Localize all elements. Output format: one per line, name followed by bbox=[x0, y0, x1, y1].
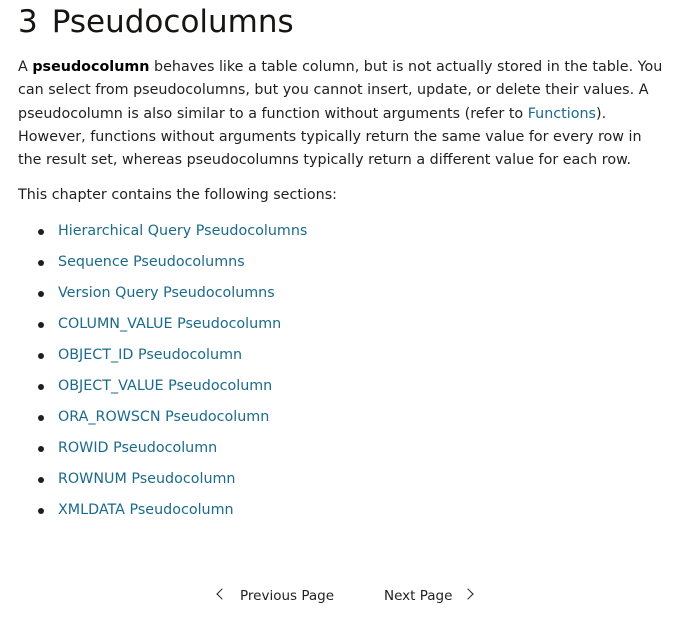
next-page-label: Next Page bbox=[384, 588, 453, 604]
section-link-column-value[interactable]: COLUMN_VALUE Pseudocolumn bbox=[58, 316, 282, 332]
chevron-right-icon bbox=[463, 588, 474, 599]
chapter-title: Pseudocolumns bbox=[51, 4, 294, 40]
bullet-icon bbox=[38, 415, 44, 421]
intro-article: A bbox=[18, 59, 28, 75]
functions-link[interactable]: Functions bbox=[527, 105, 596, 122]
section-link-object-value[interactable]: OBJECT_VALUE Pseudocolumn bbox=[58, 378, 273, 394]
intro-text-after-link: ). However, functions without arguments typically return the same value for every row in the result set, whereas pseudocolumns typically return a different value for each row. bbox=[18, 105, 642, 169]
intro-term: pseudocolumn bbox=[32, 59, 150, 75]
list-item bbox=[0, 250, 307, 281]
bullet-icon bbox=[38, 446, 44, 452]
list-item bbox=[0, 405, 307, 436]
bullet-icon bbox=[38, 322, 44, 328]
bullet-icon bbox=[38, 384, 44, 390]
previous-page-button[interactable] bbox=[214, 584, 334, 608]
list-item bbox=[0, 498, 307, 529]
list-item bbox=[0, 374, 307, 405]
list-item bbox=[0, 219, 307, 250]
section-link-sequence[interactable]: Sequence Pseudocolumns bbox=[58, 254, 245, 270]
section-link-object-id[interactable]: OBJECT_ID Pseudocolumn bbox=[58, 347, 243, 363]
section-list bbox=[0, 219, 307, 529]
page-title bbox=[18, 2, 294, 42]
bullet-icon bbox=[38, 477, 44, 483]
intro-text-before-link: behaves like a table column, but is not actually stored in the table. You can select from pseudocolumns, but you cannot insert, update, or delete their values. A pseudocolumn is also similar to a function without arguments (refer to bbox=[18, 59, 663, 122]
bullet-icon bbox=[38, 353, 44, 359]
bullet-icon bbox=[38, 229, 44, 235]
bullet-icon bbox=[38, 508, 44, 514]
chapter-number: 3 bbox=[18, 4, 38, 40]
next-page-button[interactable] bbox=[384, 584, 472, 608]
list-item bbox=[0, 436, 307, 467]
list-item bbox=[0, 467, 307, 498]
previous-page-label: Previous Page bbox=[240, 588, 335, 604]
bullet-icon bbox=[38, 260, 44, 266]
section-link-rownum[interactable]: ROWNUM Pseudocolumn bbox=[58, 471, 236, 487]
sections-intro: This chapter contains the following sections: bbox=[18, 187, 337, 203]
section-link-version-query[interactable]: Version Query Pseudocolumns bbox=[58, 285, 275, 301]
section-link-rowid[interactable]: ROWID Pseudocolumn bbox=[58, 440, 218, 456]
list-item bbox=[0, 281, 307, 312]
section-link-xmldata[interactable]: XMLDATA Pseudocolumn bbox=[58, 502, 234, 518]
intro-paragraph bbox=[18, 56, 668, 172]
bullet-icon bbox=[38, 291, 44, 297]
section-link-ora-rowscn[interactable]: ORA_ROWSCN Pseudocolumn bbox=[58, 409, 270, 425]
list-item bbox=[0, 312, 307, 343]
list-item bbox=[0, 343, 307, 374]
chevron-left-icon bbox=[216, 588, 227, 599]
page-navigation bbox=[0, 584, 685, 608]
section-link-hierarchical-query[interactable]: Hierarchical Query Pseudocolumns bbox=[58, 223, 308, 239]
